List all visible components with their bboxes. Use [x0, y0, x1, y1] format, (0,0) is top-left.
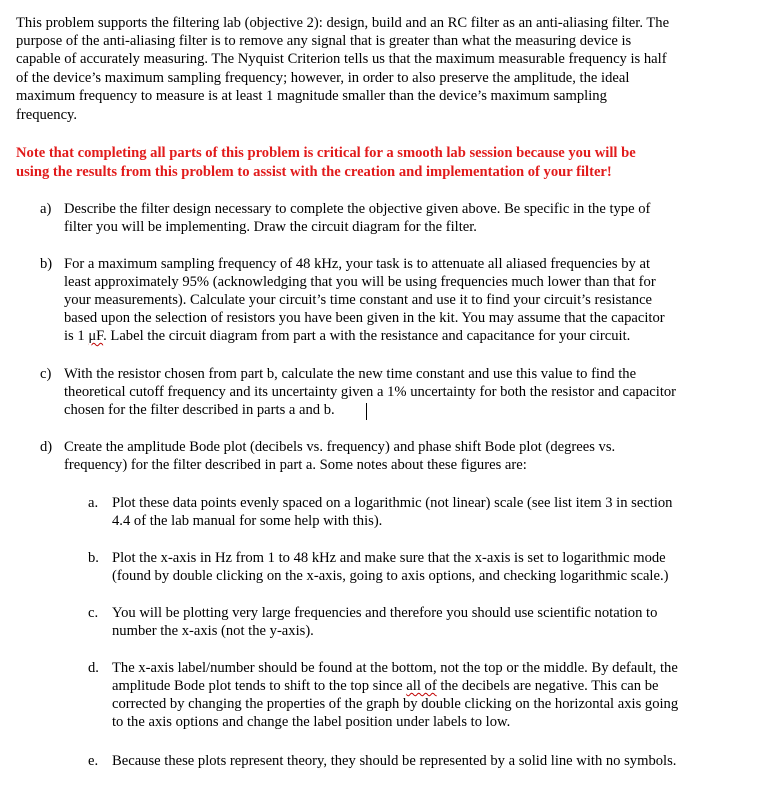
part-line: Create the amplitude Bode plot (decibels vs. frequency) and phase shift Bode plot (degrees vs. — [64, 439, 616, 455]
intro-line: maximum frequency to measure is at least 1 magnitude smaller than the device’s maximum sampling — [16, 88, 607, 104]
part-marker: a) — [40, 201, 52, 217]
part-line: frequency) for the filter described in part a. Some notes about these figures are: — [64, 457, 527, 473]
subitem-line: 4.4 of the lab manual for some help with this). — [112, 513, 383, 529]
part-line: For a maximum sampling frequency of 48 kHz, your task is to attenuate all aliased frequencies by at — [64, 256, 651, 272]
intro-line: frequency. — [16, 107, 78, 123]
intro-line: purpose of the anti-aliasing filter is to remove any signal that is greater than what the measuring device is — [16, 33, 632, 49]
subitem-marker: e. — [88, 753, 99, 769]
subitem-marker: a. — [88, 495, 99, 511]
subitem-line: corrected by changing the properties of the graph by double clicking on the horizontal axis going — [112, 696, 679, 712]
part-line: With the resistor chosen from part b, calculate the new time constant and use this value to find the — [64, 366, 637, 382]
part-line: chosen for the filter described in parts a and b. — [64, 402, 335, 418]
intro-line: This problem supports the filtering lab (objective 2): design, build and an RC filter as an anti-aliasing filter. The — [16, 15, 670, 31]
subitem-line: You will be plotting very large frequencies and therefore you should use scientific notation to — [112, 605, 658, 621]
part-line: least approximately 95% (acknowledging that you will be using frequencies much lower than that for — [64, 274, 656, 290]
part-line: based upon the selection of resistors you have been given in the kit. You may assume that the capacitor — [64, 310, 665, 326]
part-line — [64, 328, 630, 345]
subitem-line: (found by double clicking on the x-axis, going to axis options, and checking logarithmic scale.) — [112, 568, 669, 584]
note-line: using the results from this problem to assist with the creation and implementation of your filter! — [16, 164, 612, 180]
part-line: your measurements). Calculate your circuit’s time constant and use it to find your circuit’s resistance — [64, 292, 653, 308]
note-line: Note that completing all parts of this problem is critical for a smooth lab session because you will be — [16, 145, 636, 161]
subitem-line-suffix: the decibels are negative. This can be — [436, 678, 659, 694]
subitem-line: number the x-axis (not the y-axis). — [112, 623, 314, 639]
subitem-marker: c. — [88, 605, 99, 621]
part-marker: d) — [40, 439, 53, 455]
subitem-line: Because these plots represent theory, they should be represented by a solid line with no symbols. — [112, 753, 677, 769]
part-line: theoretical cutoff frequency and its uncertainty given a 1% uncertainty for both the resistor and capacitor — [64, 384, 677, 400]
spellcheck-phrase: all of — [406, 678, 437, 694]
part-line: filter you will be implementing. Draw the circuit diagram for the filter. — [64, 219, 477, 235]
subitem-marker: b. — [88, 550, 99, 566]
subitem-line-prefix: amplitude Bode plot tends to shift to the top since — [112, 678, 407, 694]
capacitance-unit: μF — [88, 328, 104, 344]
subitem-line — [112, 678, 658, 695]
text-cursor — [366, 403, 367, 420]
intro-line: capable of accurately measuring. The Nyquist Criterion tells us that the maximum measurable frequency is half — [16, 51, 667, 67]
intro-line: of the device’s maximum sampling frequency; however, in order to also preserve the amplitude, the ideal — [16, 70, 630, 86]
subitem-line: to the axis options and change the label position under labels to low. — [112, 714, 511, 730]
part-marker: c) — [40, 366, 52, 382]
part-line: Describe the filter design necessary to complete the objective given above. Be specific in the type of — [64, 201, 651, 217]
part-line-prefix: is 1 — [64, 328, 89, 344]
subitem-marker: d. — [88, 660, 99, 676]
subitem-line: The x-axis label/number should be found at the bottom, not the top or the middle. By default, the — [112, 660, 678, 676]
subitem-line: Plot the x-axis in Hz from 1 to 48 kHz and make sure that the x-axis is set to logarithmic mode — [112, 550, 666, 566]
part-line-suffix: . Label the circuit diagram from part a with the resistance and capacitance for your circuit. — [103, 328, 631, 344]
part-marker: b) — [40, 256, 53, 272]
subitem-line: Plot these data points evenly spaced on a logarithmic (not linear) scale (see list item 3 in section — [112, 495, 673, 511]
